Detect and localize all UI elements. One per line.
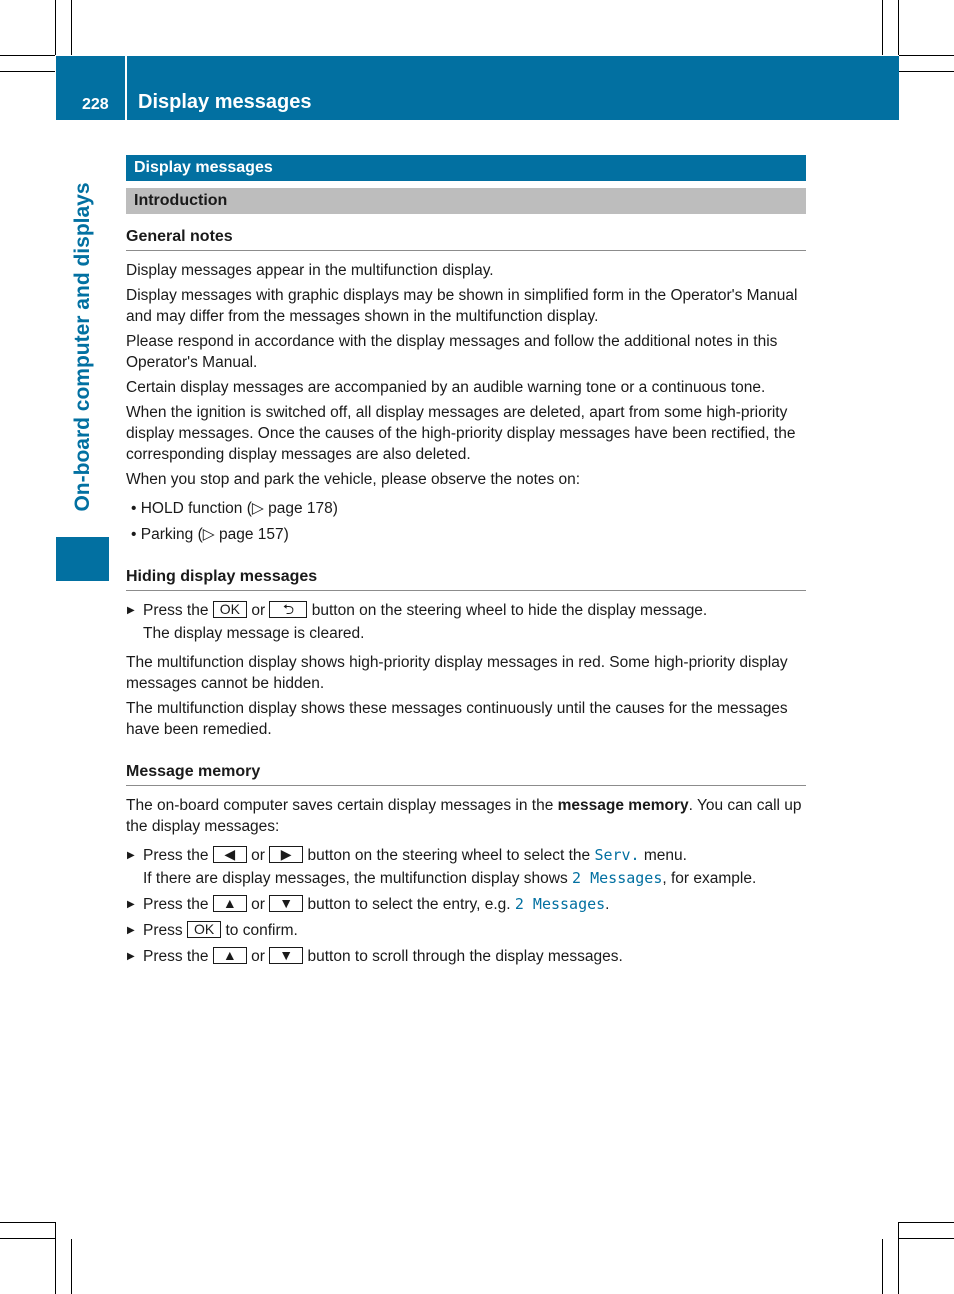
paragraph: [126, 795, 806, 837]
text: If there are display messages, the multifunction display shows: [143, 870, 573, 887]
step-text: or: [247, 602, 270, 619]
paragraph: The multifunction display shows these messages continuously until the causes for the messages have been remedied.: [126, 700, 788, 738]
bold-term: message memory: [557, 797, 689, 814]
crop-mark: [55, 0, 56, 55]
list-item: [126, 524, 806, 545]
step-text: or: [246, 847, 270, 864]
paragraph: The multifunction display shows high-priority display messages in red. Some high-priority display messages cannot be hidden.: [126, 654, 788, 692]
step-text: to confirm.: [221, 922, 298, 939]
main-content: [126, 155, 806, 972]
step-text: button to scroll through the display messages.: [303, 948, 623, 965]
bullet-end: ): [332, 500, 338, 517]
down-arrow-key: ▼: [269, 947, 303, 964]
bullet-text: • HOLD function (: [131, 500, 252, 517]
ok-button-key: OK: [187, 921, 221, 938]
page-reference-link[interactable]: ▷ page 157: [202, 526, 284, 543]
paragraph: When the ignition is switched off, all display messages are deleted, apart from some high-priority display messages. Once the causes of the high-priority display messages have been rectified, the corresponding display messages are also deleted.: [126, 404, 796, 463]
crop-mark: [899, 1222, 954, 1223]
paragraph: Certain display messages are accompanied by an audible warning tone or a continuous tone.: [126, 379, 766, 396]
down-arrow-key: ▼: [269, 895, 303, 912]
step-result: The display message is cleared.: [143, 625, 365, 642]
left-arrow-key: ◀: [213, 846, 247, 863]
crop-mark: [0, 1222, 55, 1223]
instruction-step: [126, 600, 806, 644]
back-button-key: ⮌: [269, 601, 307, 618]
text: , for example.: [662, 870, 757, 887]
page-reference-link[interactable]: ▷ page 178: [251, 500, 333, 517]
subsection-title: Introduction: [126, 188, 806, 214]
crop-mark: [71, 0, 72, 55]
instruction-step: [126, 845, 806, 889]
step-text: button on the steering wheel to select the: [303, 847, 595, 864]
crop-mark: [899, 71, 954, 72]
instruction-step: [126, 894, 806, 915]
crop-mark: [0, 71, 55, 72]
heading-hiding-messages: Hiding display messages: [126, 566, 806, 591]
heading-general-notes: General notes: [126, 226, 806, 251]
crop-mark: [882, 1239, 883, 1294]
step-text: Press the: [143, 896, 213, 913]
step-text: menu.: [639, 847, 687, 864]
list-item: [126, 498, 806, 519]
instruction-step: [126, 920, 806, 941]
step-text: or: [246, 948, 270, 965]
header-divider: [125, 56, 127, 120]
instruction-step: [126, 946, 806, 967]
ok-button-key: OK: [213, 601, 247, 618]
display-text: 2 Messages: [514, 895, 606, 913]
crop-mark: [71, 1239, 72, 1294]
paragraph: Please respond in accordance with the display messages and follow the additional notes in this Operator's Manual.: [126, 333, 778, 371]
up-arrow-key: ▲: [213, 895, 247, 912]
crop-mark: [0, 1238, 55, 1239]
crop-mark: [882, 0, 883, 55]
step-text: Press the: [143, 602, 213, 619]
step-text: or: [246, 896, 270, 913]
page-title: Display messages: [138, 91, 312, 113]
paragraph: Display messages with graphic displays may be shown in simplified form in the Operator's Manual and may differ from the messages shown in the multifunction display.: [126, 287, 798, 325]
step-result: [143, 868, 806, 889]
text: The on-board computer saves certain display messages in the: [126, 797, 558, 814]
up-arrow-key: ▲: [213, 947, 247, 964]
display-menu-text: Serv.: [594, 846, 640, 864]
paragraph: Display messages appear in the multifunction display.: [126, 262, 494, 279]
step-text: .: [605, 896, 610, 913]
crop-mark: [0, 55, 55, 56]
step-text: button on the steering wheel to hide the display message.: [307, 602, 708, 619]
right-arrow-key: ▶: [269, 846, 303, 863]
heading-message-memory: Message memory: [126, 761, 806, 786]
page-number: 228: [82, 96, 109, 113]
step-text: Press the: [143, 948, 213, 965]
display-text: 2 Messages: [572, 869, 663, 887]
step-text: Press the: [143, 847, 213, 864]
step-text: button to select the entry, e.g.: [303, 896, 515, 913]
section-title: Display messages: [126, 155, 806, 181]
crop-mark: [899, 1238, 954, 1239]
chapter-side-label: On-board computer and displays: [71, 182, 94, 512]
text: . You can call up the display messages:: [126, 797, 802, 835]
bullet-text: • Parking (: [131, 526, 203, 543]
crop-mark: [55, 1222, 56, 1294]
step-text: Press: [143, 922, 187, 939]
crop-mark: [898, 1222, 899, 1294]
crop-mark: [898, 0, 899, 55]
bullet-end: ): [283, 526, 289, 543]
chapter-tab-marker: [56, 537, 109, 581]
paragraph: When you stop and park the vehicle, please observe the notes on:: [126, 471, 581, 488]
crop-mark: [899, 55, 954, 56]
